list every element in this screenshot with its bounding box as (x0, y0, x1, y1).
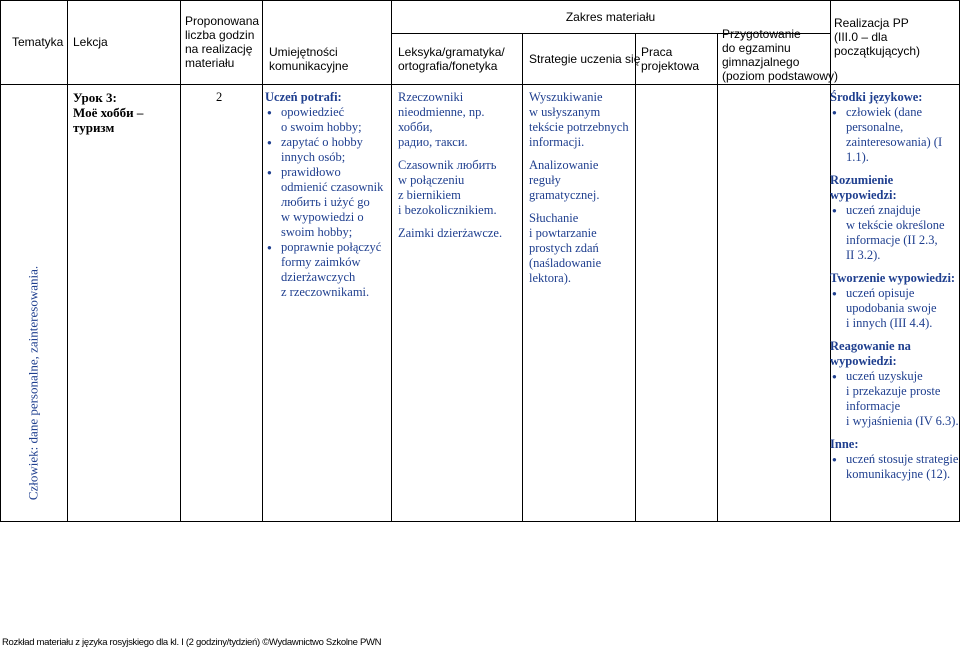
col-line-7 (717, 33, 718, 522)
header-godziny-line: liczba godzin (185, 28, 255, 42)
header-strategie: Strategie uczenia się (529, 51, 641, 66)
list-item (265, 240, 390, 300)
list-item (830, 452, 960, 482)
list-item-line: ● opowiedzieć (281, 105, 345, 119)
realizacja-title-line: Reagowanie na (830, 339, 911, 353)
list-item-line: informacje (II 2.3, (846, 233, 938, 247)
strategie-line: Słuchanie (529, 211, 579, 225)
strategie-line: informacji. (529, 135, 585, 149)
strategie-line: tekście potrzebnych (529, 120, 629, 134)
col-line-3 (262, 0, 263, 522)
strategie-line: Analizowanie reguły (529, 158, 599, 187)
list-item-line: II 3.2). (846, 248, 881, 262)
list-item (830, 369, 960, 429)
leksyka-line: z biernikiem (398, 188, 461, 202)
list-item-line: ● uczeń stosuje strategie (846, 452, 959, 466)
header-przygotowanie-line: (poziom podstawowy) (722, 69, 839, 83)
header-umiejetnosci (269, 33, 348, 84)
header-przygotowanie-line: Przygotowanie (722, 27, 801, 41)
list-item-line: z rzeczownikami. (281, 285, 370, 299)
list-item-line: dzierżawczych (281, 270, 356, 284)
leksyka-line: w połączeniu (398, 173, 465, 187)
header-praca (641, 33, 699, 84)
lekcja-line: Урок 3: (73, 90, 117, 105)
list-item-line: personalne, (846, 120, 904, 134)
realizacja-title-line: wypowiedzi: (830, 188, 897, 202)
header-umiejetnosci-line: komunikacyjne (269, 58, 349, 73)
leksyka-line: nieodmienne, np. хобби, (398, 105, 485, 134)
realizacja-section-title: Środki językowe: (830, 90, 923, 104)
umiejetnosci-cell (265, 90, 390, 300)
list-item-line: любить i użyć go (281, 195, 370, 209)
strategie-line: (naśladowanie (529, 256, 602, 270)
list-item-line: formy zaimków (281, 255, 361, 269)
list-item (830, 203, 960, 263)
leksyka-cell (398, 90, 520, 241)
umiejetnosci-title: Uczeń potrafi: (265, 90, 342, 104)
realizacja-section-title (830, 339, 960, 369)
strategie-cell (529, 90, 633, 286)
header-tematyka: Tematyka (12, 35, 64, 49)
col-line-2 (180, 0, 181, 522)
header-przygotowanie-line: do egzaminu (722, 41, 791, 55)
list-item-line: upodobania swoje (846, 301, 937, 315)
leksyka-line: Zaimki dzierżawcze. (398, 226, 503, 240)
strategie-line: lektora). (529, 271, 571, 285)
leksyka-line: i bezokolicznikiem. (398, 203, 497, 217)
col-line-5 (522, 33, 523, 522)
list-item (830, 286, 960, 331)
header-praca-line: Praca (641, 44, 673, 59)
header-realizacja-line: Realizacja PP (834, 16, 909, 30)
strategie-line: i powtarzanie (529, 226, 597, 240)
tematyka-vertical-text: Człowiek: dane personalne, zainteresowania. (25, 265, 41, 501)
lekcja-line: Моё хобби – (73, 105, 144, 120)
header-umiejetnosci-line: Umiejętności (269, 44, 338, 59)
header-godziny-line: materiału (185, 56, 235, 70)
list-item-line: i przekazuje proste (846, 384, 941, 398)
lekcja-line: туризм (73, 120, 115, 135)
header-godziny-line: Proponowana (185, 14, 260, 28)
list-item-line: w wypowiedzi o (281, 210, 364, 224)
list-item-line: komunikacyjne (12). (846, 467, 951, 481)
realizacja-section-title: Inne: (830, 437, 859, 451)
realizacja-cell (830, 90, 960, 482)
tematyka-cell (0, 85, 67, 521)
strategie-line: prostych zdań (529, 241, 599, 255)
header-realizacja-line: początkujących) (834, 44, 921, 58)
lekcja-cell (73, 90, 178, 135)
header-godziny (185, 0, 259, 84)
col-line-4 (391, 0, 392, 522)
list-item-line: ● człowiek (dane (846, 105, 923, 119)
list-item-line: ● uczeń uzyskuje (846, 369, 923, 383)
realizacja-title-line: wypowiedzi: (830, 354, 897, 368)
list-item-line: informacje (846, 399, 901, 413)
header-realizacja (834, 12, 920, 62)
list-item-line: i innych (III 4.4). (846, 316, 933, 330)
list-item (830, 105, 960, 165)
list-item-line: odmienić czasownik (281, 180, 384, 194)
header-przygotowanie-line: gimnazjalnego (722, 55, 800, 69)
header-leksyka (398, 33, 505, 84)
list-item-line: ● prawidłowo (281, 165, 341, 179)
header-leksyka-line: ortografia/fonetyka (398, 58, 498, 73)
list-item-line: zainteresowania) (I 1.1). (846, 135, 943, 164)
col-line-1 (67, 0, 68, 522)
page-footer: Rozkład materiału z języka rosyjskiego dla kl. I (2 godziny/tydzień) ©Wydawnictwo Szkolne PWN (2, 637, 382, 648)
header-realizacja-line: (III.0 – dla (834, 30, 888, 44)
realizacja-section-title: Tworzenie wypowiedzi: (830, 271, 956, 285)
table-border-bottom (0, 521, 960, 522)
leksyka-line: радио, такси. (398, 135, 468, 149)
header-przygotowanie (722, 26, 838, 84)
list-item-line: ● uczeń opisuje (846, 286, 915, 300)
list-item-line: swoim hobby; (281, 225, 353, 239)
godziny-cell: 2 (216, 90, 223, 104)
strategie-line: Wyszukiwanie (529, 90, 603, 104)
realizacja-title-line: Rozumienie (830, 173, 894, 187)
col-line-6 (635, 33, 636, 522)
strategie-line: w usłyszanym (529, 105, 601, 119)
leksyka-line: Czasownik любить (398, 158, 497, 172)
strategie-line: gramatycznej. (529, 188, 600, 202)
table-border-header-bottom (0, 84, 960, 85)
list-item-line: innych osób; (281, 150, 346, 164)
list-item-line: w tekście określone (846, 218, 945, 232)
header-lekcja: Lekcja (73, 35, 108, 49)
list-item-line: ● poprawnie połączyć (281, 240, 382, 254)
header-praca-line: projektowa (641, 58, 700, 73)
list-item (265, 165, 390, 240)
header-zakres: Zakres materiału (565, 9, 656, 24)
list-item-line: ● zapytać o hobby (281, 135, 363, 149)
header-leksyka-line: Leksyka/gramatyka/ (398, 44, 505, 59)
realizacja-section-title (830, 173, 960, 203)
list-item (265, 135, 390, 165)
leksyka-line: Rzeczowniki (398, 90, 464, 104)
list-item-line: o swoim hobby; (281, 120, 362, 134)
list-item (265, 105, 390, 135)
list-item-line: ● uczeń znajduje (846, 203, 921, 217)
list-item-line: i wyjaśnienia (IV 6.3). (846, 414, 959, 428)
header-godziny-line: na realizację (185, 42, 253, 56)
